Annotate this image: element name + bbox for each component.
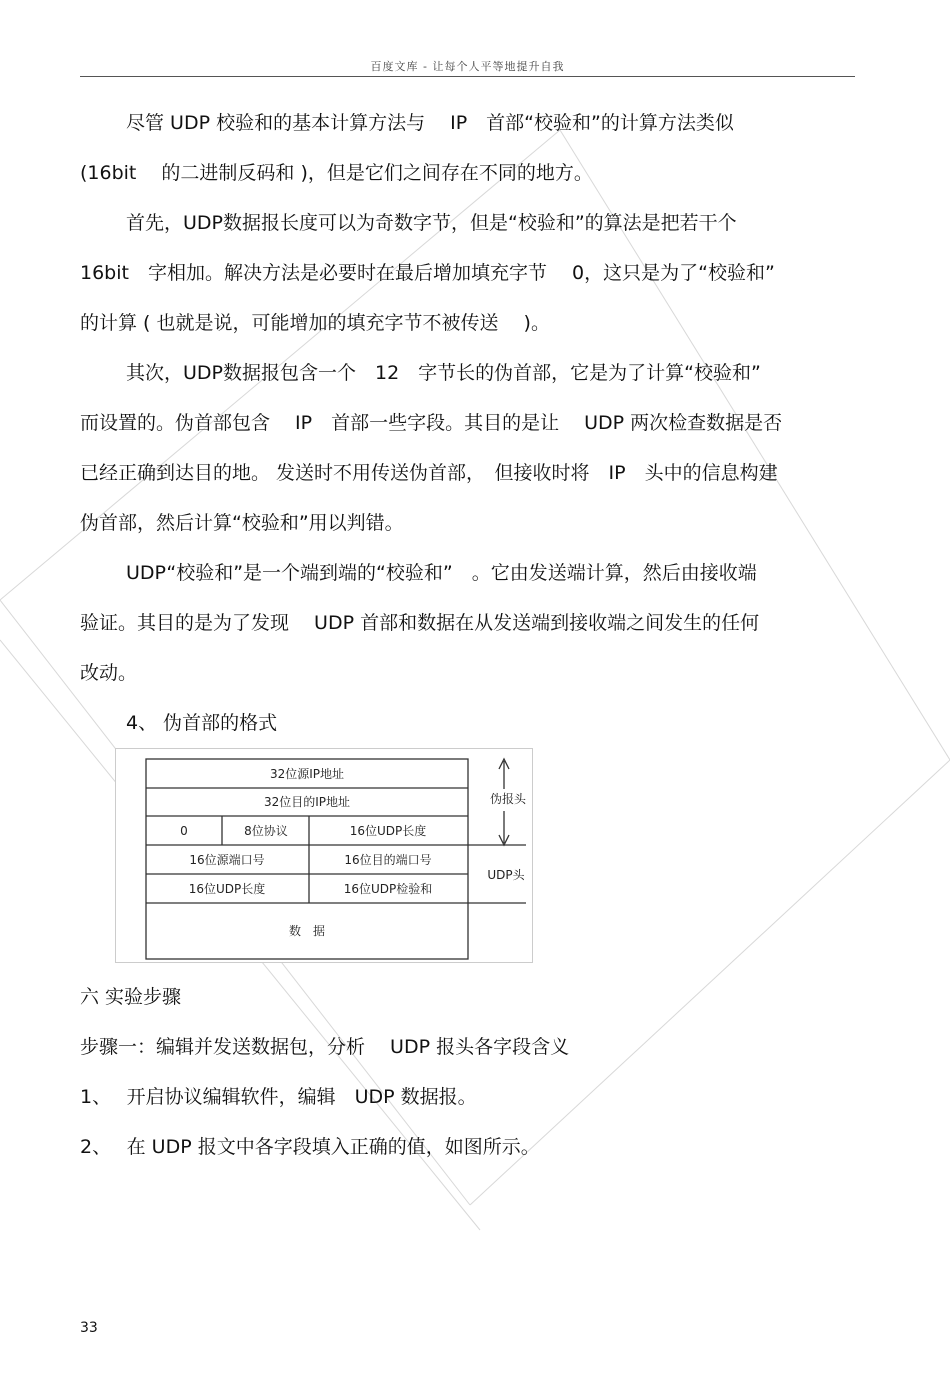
paragraph-line: 伪首部，然后计算“校验和”用以判错。 [80,512,404,534]
paragraph-line: 首先，UDP数据报长度可以为奇数字节，但是“校验和”的算法是把若干个 [126,212,737,234]
paragraph-line: (16bit 的二进制反码和 )，但是它们之间存在不同的地方。 [80,162,593,184]
section-title: 六 实验步骤 [80,986,182,1008]
paragraph-line: 其次，UDP数据报包含一个 12 字节长的伪首部，它是为了计算“校验和” [126,362,761,384]
step-item: 1、 开启协议编辑软件，编辑 UDP 数据报。 [80,1086,477,1108]
field-checksum: 16位UDP检验和 [343,882,433,896]
header-divider [80,76,855,77]
paragraph-line: 验证。其目的是为了发现 UDP 首部和数据在从发送端到接收端之间发生的任何 [80,612,760,634]
field-dst-port: 16位目的端口号 [344,853,432,867]
document-header: 百度文库 - 让每个人平等地提升自我 [370,60,565,73]
paragraph-line: 的计算 ( 也就是说，可能增加的填充字节不被传送 )。 [80,312,550,334]
field-src-port: 16位源端口号 [189,853,265,867]
field-data: 数 据 [288,924,326,938]
paragraph-line: 已经正确到达目的地。 发送时不用传送伪首部， 但接收时将 IP 头中的信息构建 [80,462,778,484]
label-pseudo-header: 伪报头 [489,792,527,806]
field-udp-length: 16位UDP长度 [349,824,427,838]
field-src-ip: 32位源IP地址 [269,767,345,781]
step-item: 2、 在 UDP 报文中各字段填入正确的值，如图所示。 [80,1136,540,1158]
step-title: 步骤一：编辑并发送数据包，分析 UDP 报头各字段含义 [80,1036,570,1058]
paragraph-line: 而设置的。伪首部包含 IP 首部一些字段。其目的是让 UDP 两次检查数据是否 [80,412,783,434]
field-udp-length-2: 16位UDP长度 [188,882,266,896]
paragraph-line: UDP“校验和”是一个端到端的“校验和” 。它由发送端计算，然后由接收端 [126,562,757,584]
paragraph-line: 16bit 字相加。解决方法是必要时在最后增加填充字节 0，这只是为了“校验和” [80,262,775,284]
page-number: 33 [80,1320,98,1336]
field-dst-ip: 32位目的IP地址 [263,795,351,809]
field-protocol: 8位协议 [244,824,288,838]
field-zero: 0 [180,824,188,838]
paragraph-line: 改动。 [80,662,138,684]
figure-caption: 4、 伪首部的格式 [126,712,278,734]
pseudo-header-diagram [115,748,533,963]
paragraph-line: 尽管 UDP 校验和的基本计算方法与 IP 首部“校验和”的计算方法类似 [126,112,734,134]
label-udp-header: UDP头 [487,868,525,882]
